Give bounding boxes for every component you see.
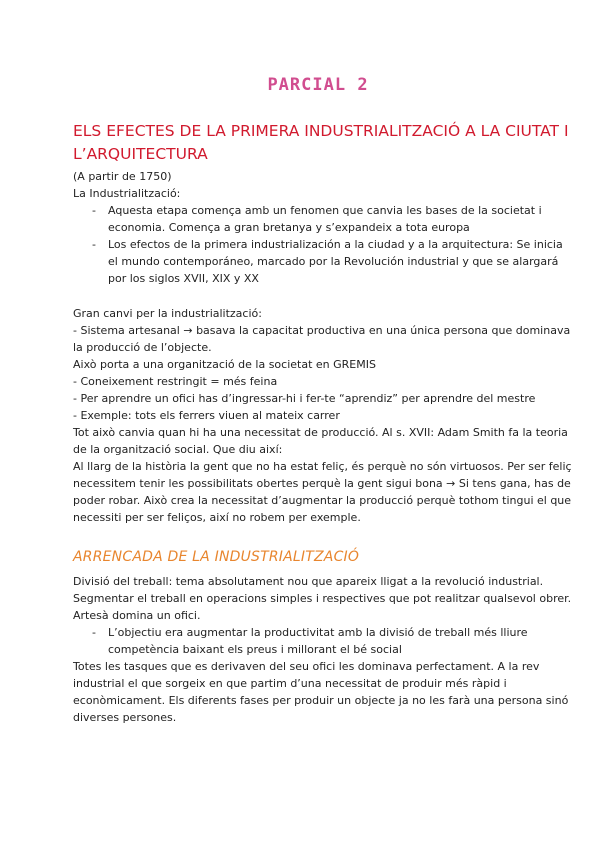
paragraph-gran-canvi: Gran canvi per la industrialització: bbox=[73, 307, 262, 320]
paragraph-sistema: - Sistema artesanal → basava la capacitat productiva en una única persona que dominava la producció de l’objecte. bbox=[73, 324, 571, 354]
paragraph-segmentar: Segmentar el treball en operacions simples i respectives que pot realitzar qualsevol obrer. Artesà domina un ofici. bbox=[73, 592, 572, 622]
page-title: PARCIAL 2 bbox=[267, 75, 369, 95]
paragraph-coneixement: - Coneixement restringit = més feina bbox=[73, 375, 278, 388]
paragraph-tot-aixo: Tot això canvia quan hi ha una necessitat de producció. Al s. XVII: Adam Smith fa la teoria de la organització social. Que diu així: bbox=[73, 426, 568, 456]
intro-label: La Industrialització: bbox=[73, 187, 181, 200]
bullet-dash: - bbox=[92, 204, 96, 217]
bullet-dash: - bbox=[92, 626, 96, 639]
paragraph-divisio: Divisió del treball: tema absolutament nou que apareix lligat a la revolució industrial. bbox=[73, 575, 544, 588]
section-heading-2: ARRENCADA DE LA INDUSTRIALITZACIÓ bbox=[73, 549, 360, 565]
bullet-text: Aquesta etapa comença amb un fenomen que canvia les bases de la societat i economia. Comença a gran bretanya y s’expandeix a tota europa bbox=[108, 204, 542, 234]
bullet-text: L’objectiu era augmentar la productivitat amb la divisió de treball més lliure competència baixant els preus i millorant el bé social bbox=[108, 626, 528, 656]
paragraph-aprendre: - Per aprendre un ofici has d’ingressar-hi i fer-te “aprendiz” per aprendre del mestre bbox=[73, 392, 536, 405]
paragraph-exemple: - Exemple: tots els ferrers viuen al mateix carrer bbox=[73, 409, 340, 422]
paragraph-llarg: Al llarg de la història la gent que no ha estat feliç, és perquè no són virtuosos. Per ser feliç necessitem tenir les possibilitats obertes perquè la gent sigui bona → Si tens gana, has de poder robar. Això crea la necessitat d’augmentar la producció perquè tothom tingui el que necessiti per ser feliços, així no robem per exemple. bbox=[73, 460, 572, 524]
paragraph-totes: Totes les tasques que es derivaven del seu ofici les dominava perfectament. A la rev industrial el que sorgeix en que partim d’una necessitat de produir més ràpid i econòmicament. Els diferents fases per produir un objecte ja no les farà una persona sinó diverses persones. bbox=[73, 660, 569, 724]
paragraph-gremis: Això porta a una organització de la societat en GREMIS bbox=[73, 358, 376, 371]
date-note: (A partir de 1750) bbox=[73, 170, 172, 183]
section-heading-1: ELS EFECTES DE LA PRIMERA INDUSTRIALITZACIÓ A LA CIUTAT I L’ARQUITECTURA bbox=[73, 122, 569, 163]
bullet-text: Los efectos de la primera industrialización a la ciudad y a la arquitectura: Se inicia el mundo contemporáneo, marcado por la Revolución industrial y que se alargará por los siglos XVII, XIX y XX bbox=[108, 238, 563, 285]
bullet-dash: - bbox=[92, 238, 96, 251]
